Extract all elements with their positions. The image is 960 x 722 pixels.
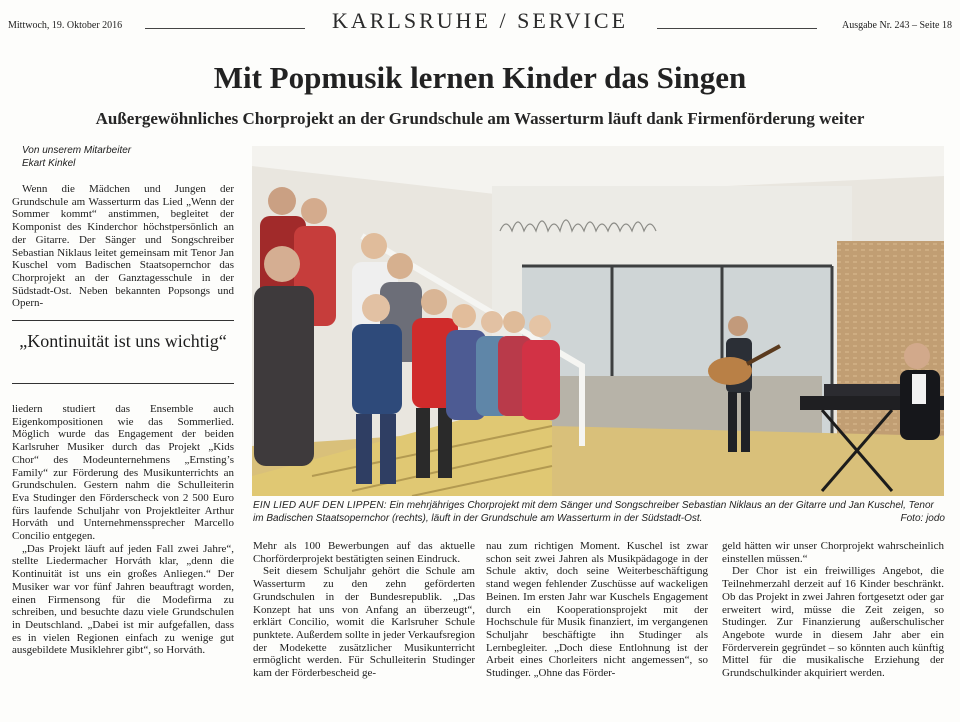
- paragraph: Seit diesem Schuljahr gehört die Schule am Wasserturm zu den zehn geförderten Grundschulen in der Bundesrepublik. „Das Konzept hat uns von Anfang an überzeugt“, erklärt Concilio, womit die Karlsruher Schule punktete. Außerdem sollte in jeder Verkaufsregion der Modekette zusätzlicher Musikunterricht ermöglicht werden. Für Schulleiterin Studinger kam der Förderbescheid ge-: [253, 565, 475, 680]
- paragraph: „Das Projekt läuft auf jeden Fall zwei Jahre“, stellte Liedermacher Horváth klar, „denn die Kontinuität ist uns ein großes Anliegen.“ Der Musiker war vor fünf Jahren beauftragt worden, einen Firmensong für die Modefirma zu schreiben, und besuchte dazu viele Grundschulen in Deutschland. „Dabei ist mir aufgefallen, dass es in vielen Regionen einfach zu wenige gut ausgebildete Musiklehrer gibt“, so Horváth.: [12, 542, 234, 657]
- photo-caption: [253, 500, 945, 525]
- paragraph: Wenn die Mädchen und Jungen der Grundschule am Wasserturm das Lied „Wenn der Sommer kommt“ anstimmen, begleitet der Komponist des Kinderchor höchstpersönlich an der Gitarre. Der Sänger und Songschreiber Sebastian Niklaus leitet gemeinsam mit Tenor Jan Kuschel vom Badischen Staatsopernchor das Chorprojekt an der Ganztagesschule in der Südstadt-Ost. Neben bekannten Popsongs und Opern-: [12, 183, 234, 310]
- caption-text: Ein mehrjähriges Chorprojekt mit dem Sänger und Songschreiber Sebastian Niklaus an der Gitarre und Jan Kuschel, Tenor im Badischen Staatsopernchor (rechts), läuft in der Grundschule am Wasserturm in der Südstadt-Ost.: [253, 500, 934, 524]
- paragraph: geld hätten wir unser Chorprojekt wahrscheinlich einstellen müssen.“: [722, 540, 944, 565]
- byline-role: Von unserem Mitarbeiter: [22, 145, 132, 156]
- article-photo: [252, 146, 944, 496]
- article-column-1-bottom: [12, 403, 234, 657]
- article-subheadline: Außergewöhnliches Chorprojekt an der Grundschule am Wasserturm läuft dank Firmenförderung weiter: [95, 109, 865, 128]
- paragraph: nau zum richtigen Moment. Kuschel ist zwar schon seit zwei Jahren als Musikpädagoge in der Schule aktiv, doch seine Weiterbeschäftigung stand wegen fehlender Zuschüsse auf wackeligen Beinen. Im ersten Jahr war Kuschels Engagement durch ein Kooperationsprojekt mit der Hochschule für Musik finanziert, im vergangenen Schuljahr beschäftigte ihn Studinger als Lernbegleiter. „Doch diese Entlohnung ist der Arbeit eines Chorleiters nicht angemessen“, so Studinger. „Ohne das Förder-: [486, 540, 708, 680]
- paragraph: Der Chor ist ein freiwilliges Angebot, die Teilnehmerzahl derzeit auf 16 Kinder beschränkt. Ob das Projekt in zwei Jahren fortgesetzt oder gar erweitert wird, müsse die Zeit zeigen, so Studinger. Zur Finanzierung außerschulischer Angebote wurde in diesem Jahr aber ein Förderverein gegründet – so könnten auch künftig Mittel für die musikalische Erziehung der Grundschulkinder akquiriert werden.: [722, 565, 944, 680]
- section-title: KARLSRUHE / SERVICE: [331, 8, 629, 33]
- photo-credit: Foto: jodo: [900, 512, 945, 524]
- issue-date: Mittwoch, 19. Oktober 2016: [8, 20, 123, 31]
- byline-author: Ekart Kinkel: [22, 158, 76, 169]
- byline: [22, 144, 131, 170]
- article-headline: Mit Popmusik lernen Kinder das Singen: [213, 60, 747, 95]
- pull-quote: „Kontinuität ist uns wichtig“: [12, 320, 234, 384]
- article-column-2: [253, 540, 475, 680]
- choir-photo-illustration: [252, 146, 944, 496]
- caption-lead: EIN LIED AUF DEN LIPPEN:: [253, 500, 387, 511]
- paragraph: Mehr als 100 Bewerbungen auf das aktuelle Chorförderprojekt bestätigten seinen Eindruck.: [253, 540, 475, 565]
- paragraph: liedern studiert das Ensemble auch Eigenkompositionen wie das Sommerlied. Möglich wurde das Engagement der beiden Karlsruher Musiker durch das Projekt „Kids Chor“ des Modeunternehmens „Ernsting’s Family“ zur Förderung des Musikunterrichts an Grundschulen. Gestern nahm die Schulleiterin Eva Studinger den Förderscheck von 2 500 Euro fürs laufende Schuljahr von Projektleiter Arthur Horváth und Unternehmenssprecher Marcello Concilio entgegen.: [12, 403, 234, 543]
- issue-number: Ausgabe Nr. 243 – Seite 18: [842, 20, 952, 31]
- article-column-3: [486, 540, 708, 680]
- header-rule-right: [657, 28, 817, 29]
- article-column-4: [722, 540, 944, 680]
- article-column-1-top: [12, 183, 234, 310]
